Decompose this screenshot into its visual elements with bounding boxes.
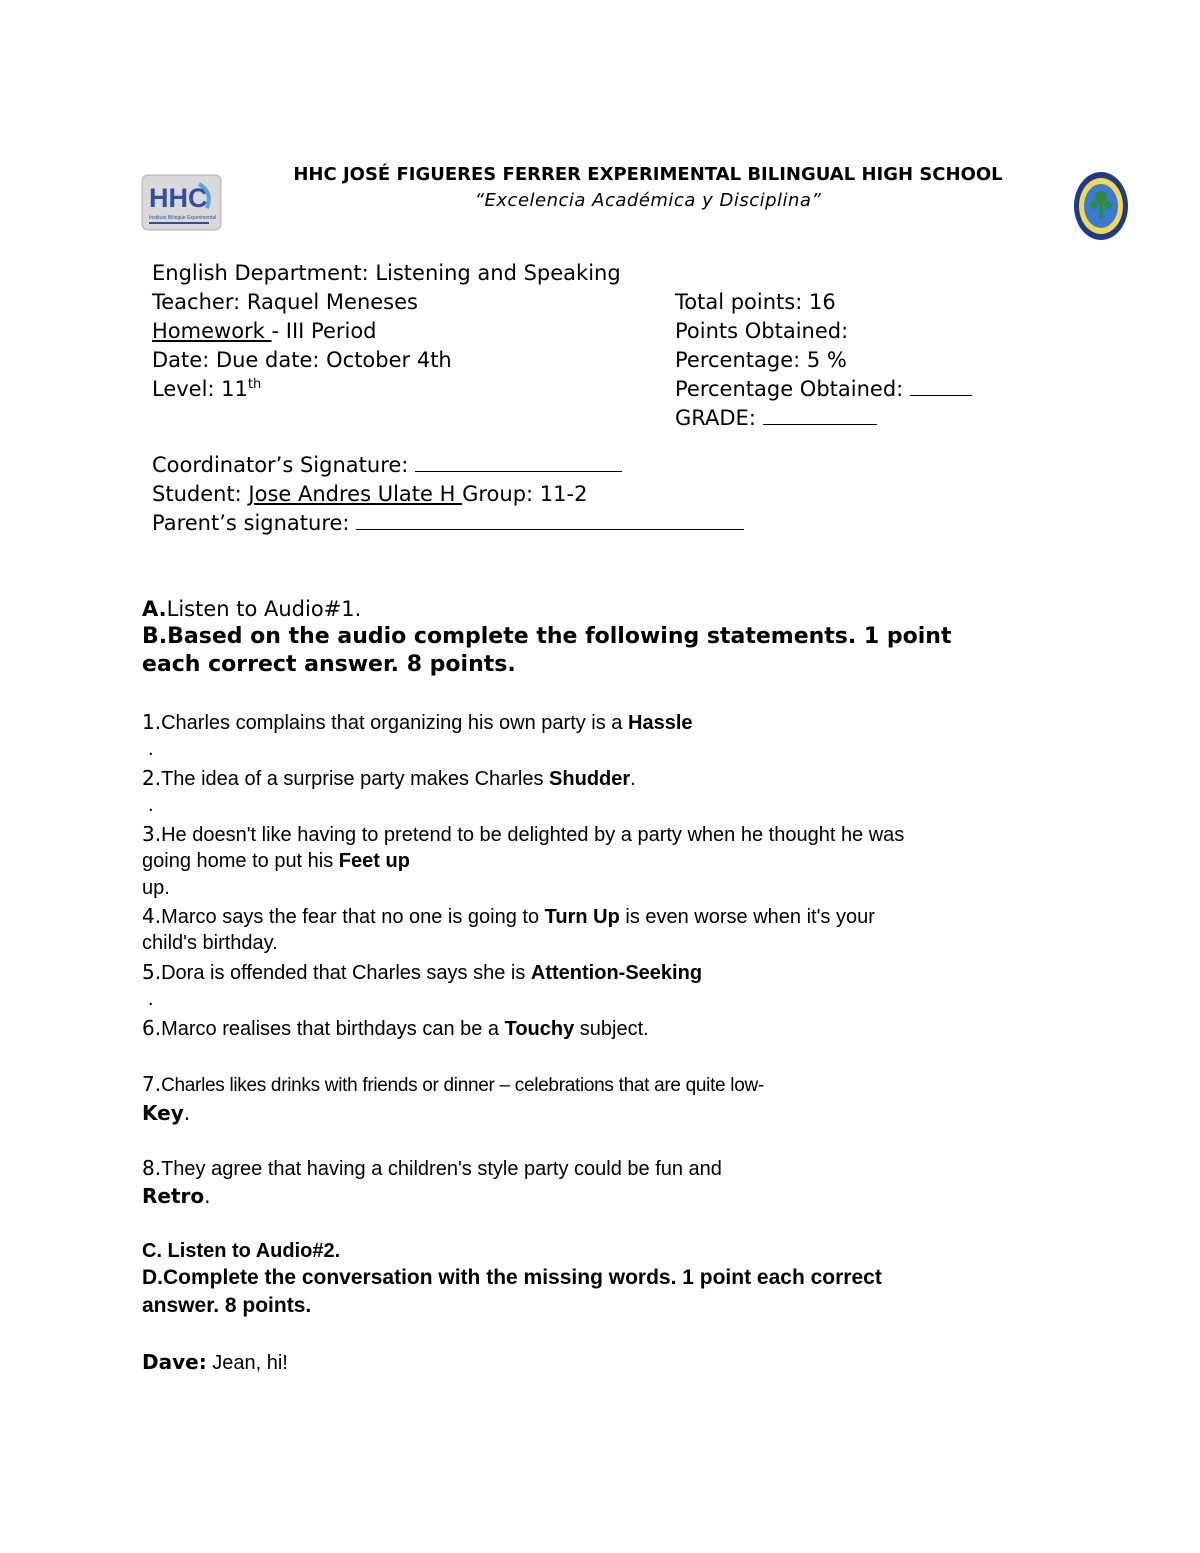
section-c: C. Listen to Audio#2. bbox=[142, 1240, 341, 1262]
parent-blank bbox=[356, 513, 744, 530]
question-1 bbox=[142, 710, 693, 735]
teacher-line: Teacher: Raquel Meneses bbox=[152, 290, 418, 314]
coordinator-label: Coordinator’s Signature: bbox=[152, 453, 409, 477]
date-line: Date: Due date: October 4th bbox=[152, 348, 452, 372]
q4-number: 4. bbox=[142, 904, 162, 928]
dialogue-line-1 bbox=[142, 1350, 288, 1375]
group-label: Group: 11-2 bbox=[462, 482, 588, 506]
q7-number: 7. bbox=[142, 1072, 162, 1096]
section-b-line2: each correct answer. 8 points. bbox=[142, 652, 516, 677]
grade-label: GRADE: bbox=[675, 406, 756, 430]
question-8 bbox=[142, 1156, 722, 1181]
q2-number: 2. bbox=[142, 766, 162, 790]
q6-after: subject. bbox=[574, 1018, 649, 1040]
q5-answer: Attention-Seeking bbox=[530, 962, 703, 984]
q3-number: 3. bbox=[142, 822, 162, 846]
question-3 bbox=[142, 822, 904, 847]
q7-text: Charles likes drinks with friends or dinner – celebrations that are quite low- bbox=[161, 1075, 764, 1096]
student-label: Student: bbox=[152, 482, 249, 506]
school-seal-icon bbox=[1073, 171, 1129, 241]
section-b-line1: B.Based on the audio complete the following statements. 1 point bbox=[142, 624, 952, 649]
dialogue-text: Jean, hi! bbox=[206, 1352, 288, 1374]
q3-answer: Feet up bbox=[338, 850, 410, 872]
section-a-letter: A. bbox=[142, 597, 167, 621]
percentage-obtained-blank bbox=[910, 379, 972, 396]
q1-text: Charles complains that organizing his own party is a bbox=[161, 712, 628, 734]
percentage: Percentage: 5 % bbox=[675, 348, 847, 372]
q8-answer: Retro bbox=[142, 1184, 205, 1208]
school-name: HHC JOSÉ FIGUERES FERRER EXPERIMENTAL BILINGUAL HIGH SCHOOL bbox=[293, 164, 1003, 185]
school-motto: “Excelencia Académica y Disciplina” bbox=[474, 190, 822, 211]
period-label: - III Period bbox=[271, 319, 377, 343]
q5-number: 5. bbox=[142, 960, 162, 984]
q3-line1: He doesn't like having to pretend to be delighted by a party when he thought he was bbox=[161, 824, 905, 846]
logo-subtext: Instituto Bilingüe Experimental bbox=[149, 215, 217, 221]
q5-text: Dora is offended that Charles says she is bbox=[161, 962, 531, 984]
homework-line bbox=[152, 319, 377, 343]
question-4 bbox=[142, 904, 875, 929]
points-obtained-a: Points bbox=[675, 319, 745, 343]
parent-signature-line bbox=[152, 511, 744, 535]
section-d-line1: D.Complete the conversation with the missing words. 1 point each correct bbox=[142, 1266, 882, 1289]
q4-text: Marco says the fear that no one is going to bbox=[161, 906, 545, 928]
q8-text: They agree that having a children's style party could be fun and bbox=[161, 1158, 722, 1180]
section-a bbox=[142, 597, 361, 621]
student-line bbox=[152, 482, 587, 506]
dialogue-speaker: Dave: bbox=[142, 1350, 207, 1374]
q1-dot: . bbox=[148, 738, 154, 760]
grade-line bbox=[675, 406, 877, 430]
homework-label: Homework bbox=[152, 319, 272, 343]
percentage-obtained-label: Percentage Obtained: bbox=[675, 377, 904, 401]
q3-line2: going home to put his bbox=[142, 850, 339, 872]
points-obtained-b: Obtained: bbox=[744, 319, 849, 343]
q2-dot: . bbox=[148, 794, 154, 816]
coordinator-signature-line bbox=[152, 453, 622, 477]
question-6 bbox=[142, 1016, 649, 1041]
percentage-obtained-line bbox=[675, 377, 972, 401]
q1-answer: Hassle bbox=[628, 712, 693, 734]
student-name: Jose Andres Ulate H bbox=[248, 482, 463, 506]
q6-text: Marco realises that birthdays can be a bbox=[161, 1018, 505, 1040]
q8-after: . bbox=[204, 1184, 211, 1208]
q7-answer: Key bbox=[142, 1101, 184, 1125]
logo-text: HHC bbox=[149, 183, 208, 213]
q4-line2: child's birthday. bbox=[142, 932, 278, 954]
q6-number: 6. bbox=[142, 1016, 162, 1040]
points-obtained bbox=[675, 319, 848, 343]
section-a-text: Listen to Audio#1. bbox=[166, 597, 362, 621]
level-suffix: th bbox=[247, 377, 262, 392]
grade-blank bbox=[763, 408, 877, 425]
section-d-line2: answer. 8 points. bbox=[142, 1294, 312, 1317]
level-label: Level: 11 bbox=[152, 377, 248, 401]
q7-after: . bbox=[183, 1101, 191, 1125]
q2-after: . bbox=[630, 768, 636, 790]
question-8-line2 bbox=[142, 1184, 211, 1209]
q6-answer: Touchy bbox=[504, 1018, 575, 1040]
department-line: English Department: Listening and Speaking bbox=[152, 261, 621, 285]
level-line bbox=[152, 377, 261, 401]
q5-dot: . bbox=[148, 988, 154, 1010]
q1-number: 1. bbox=[142, 710, 162, 734]
q2-answer: Shudder bbox=[549, 768, 631, 790]
question-3-line2 bbox=[142, 850, 410, 873]
question-7-line2 bbox=[142, 1101, 190, 1126]
question-7 bbox=[142, 1072, 764, 1097]
q3-line3: up. bbox=[142, 877, 170, 899]
question-2 bbox=[142, 766, 636, 791]
q4-answer: Turn Up bbox=[544, 906, 620, 928]
q4-after: is even worse when it's your bbox=[619, 906, 875, 928]
q8-number: 8. bbox=[142, 1156, 162, 1180]
coordinator-blank bbox=[415, 455, 622, 472]
q2-text: The idea of a surprise party makes Charles bbox=[161, 768, 550, 790]
hhc-logo bbox=[141, 174, 222, 231]
total-points: Total points: 16 bbox=[675, 290, 836, 314]
question-5 bbox=[142, 960, 702, 985]
parent-label: Parent’s signature: bbox=[152, 511, 350, 535]
